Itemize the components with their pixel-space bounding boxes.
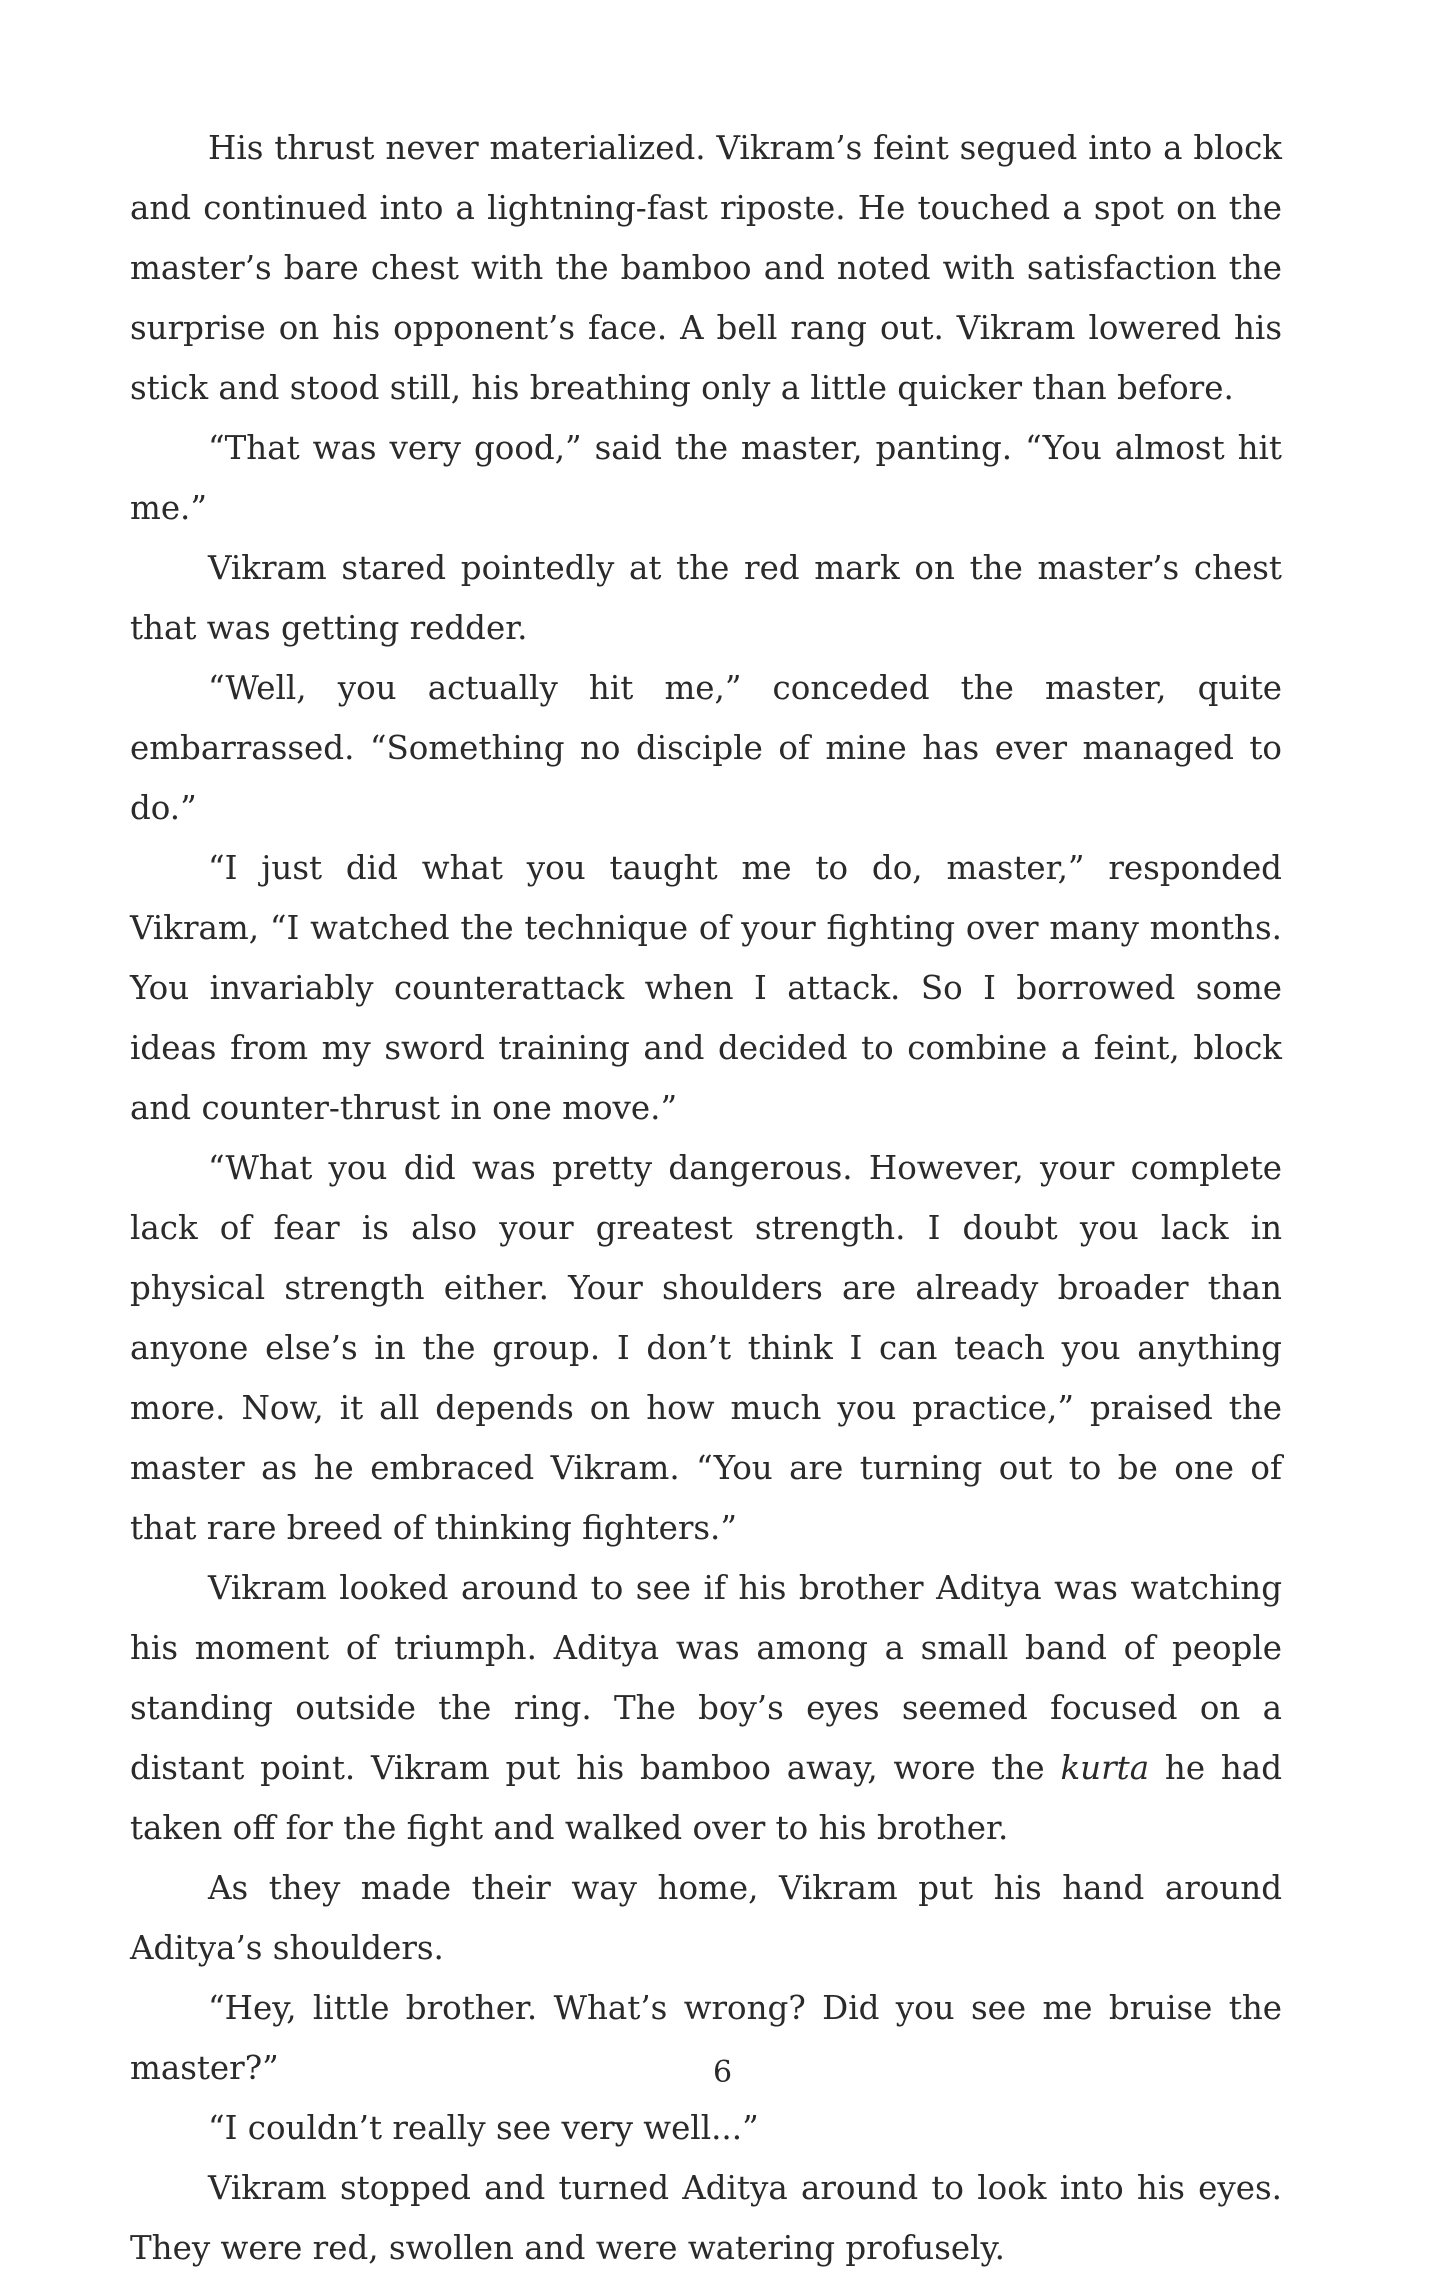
paragraph: As they made their way home, Vikram put his hand around Aditya’s shoulders. (130, 1869, 1282, 1967)
paragraph (130, 1558, 1282, 1858)
paragraph: “I couldn’t really see very well...” (208, 2109, 759, 2147)
paragraph: “What you did was pretty dangerous. However, your complete lack of fear is also your greatest strength. I doubt you lack in physical strength either. Your shoulders are already broader than anyone else’s in the group. I don’t think I can teach you anything more. Now, it all depends on how much you practice,” praised the master as he embraced Vikram. “You are turning out to be one of that rare breed of thinking fighters.” (130, 1149, 1282, 1547)
paragraph: His thrust never materialized. Vikram’s feint segued into a block and continued into a lightning-fast riposte. He touched a spot on the master’s bare chest with the bamboo and noted with satisfaction the surprise on his opponent’s face. A bell rang out. Vikram lowered his stick and stood still, his breathing only a little quicker than before. (130, 129, 1282, 407)
paragraph: “That was very good,” said the master, panting. “You almost hit me.” (130, 429, 1282, 527)
page-body (130, 118, 1282, 2278)
paragraph: Vikram stopped and turned Aditya around to look into his eyes. They were red, swollen and were watering profusely. (130, 2169, 1282, 2267)
paragraph: Vikram stared pointedly at the red mark on the master’s chest that was getting redder. (130, 549, 1282, 647)
paragraph: “I just did what you taught me to do, master,” responded Vikram, “I watched the technique of your fighting over many months. You invariably counterattack when I attack. So I borrowed some ideas from my sword training and decided to combine a feint, block and counter-thrust in one move.” (130, 849, 1282, 1127)
paragraph: “Hey, little brother. What’s wrong? Did you see me bruise the master?” (130, 1989, 1282, 2087)
italic-term: kurta (1060, 1749, 1150, 1787)
paragraph: “Well, you actually hit me,” conceded the master, quite embarrassed. “Something no disciple of mine has ever managed to do.” (130, 669, 1282, 827)
paragraph-text: he had taken off for the fight and walked over to his brother. (130, 1749, 1282, 1847)
paragraph-text: Vikram looked around to see if his brother Aditya was watching his moment of triumph. Aditya was among a small band of people standing outside the ring. The boy’s eyes seemed focused on a distant point. Vikram put his bamboo away, wore the (130, 1569, 1282, 1787)
page-number: 6 (712, 2055, 733, 2090)
